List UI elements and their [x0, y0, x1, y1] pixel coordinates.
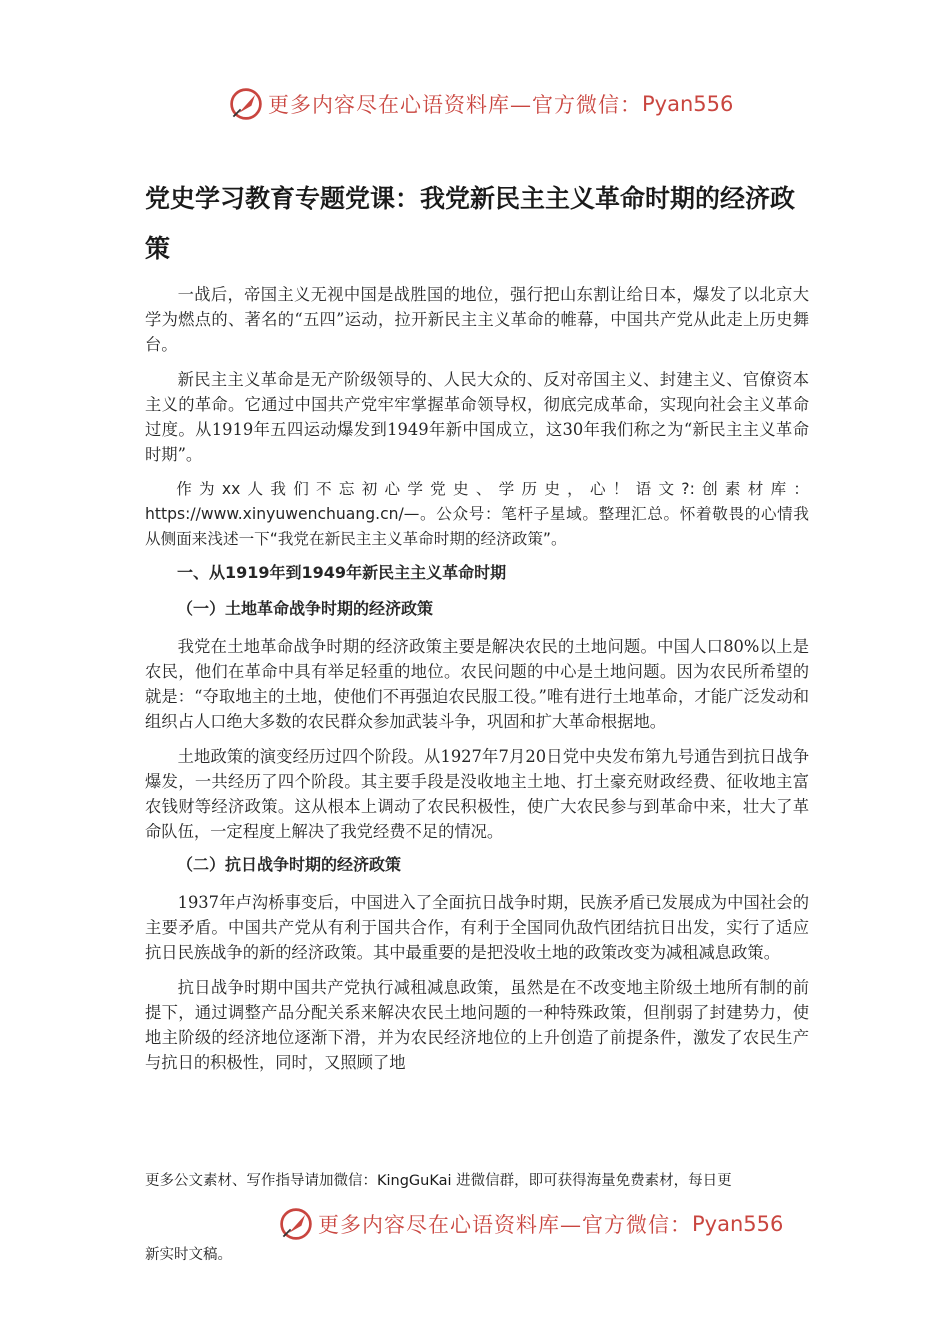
quill-logo-icon	[278, 1206, 314, 1242]
banner-handle: Pyan556	[692, 1212, 784, 1236]
paragraph: 新民主主义革命是无产阶级领导的、人民大众的、反对帝国主义、封建主义、官僚资本主义的革命。它通过中国共产党牢牢掌握革命领导权，彻底完成革命，实现向社会主义革命过度。从1919年五四运动爆发到1949年新中国成立，这30年我们称之为“新民主主义革命时期”。	[145, 370, 809, 464]
banner-handle: Pyan556	[642, 92, 734, 116]
section-heading: 一、从1919年到1949年新民主主义革命时期	[177, 563, 507, 582]
banner-text: 更多内容尽在心语资料库—官方微信：	[318, 1213, 692, 1237]
paragraph: 作为xx人我们不忘初心学党史、学历史，心！语文?:创素材库：https://www.xinyuwenchuang.cn/—。公众号：笔杆子星域。整理汇总。怀着敬畏的心情我从侧面来浅述一下“我党在新民主主义革命时期的经济政策”。	[145, 480, 809, 548]
paragraph: 一战后，帝国主义无视中国是战胜国的地位，强行把山东割让给日本，爆发了以北京大学为燃点的、著名的“五四”运动，拉开新民主主义革命的帷幕，中国共产党从此走上历史舞台。	[145, 285, 809, 354]
paragraph: 我党在土地革命战争时期的经济政策主要是解决农民的土地问题。中国人口80%以上是农民，他们在革命中具有举足轻重的地位。农民问题的中心是土地问题。因为农民所希望的就是：“夺取地主的土地，使他们不再强迫农民服工役。”唯有进行土地革命，才能广泛发动和组织占人口绝大多数的农民群众参加武装斗争，巩固和扩大革命根据地。	[145, 637, 809, 731]
quill-logo-icon	[228, 86, 264, 122]
subsection-heading: （一）土地革命战争时期的经济政策	[177, 599, 434, 618]
footer-banner	[278, 1206, 783, 1242]
banner-text: 更多内容尽在心语资料库—官方微信：	[268, 93, 642, 117]
paragraph: 抗日战争时期中国共产党执行减租减息政策，虽然是在不改变地主阶级土地所有制的前提下，通过调整产品分配关系来解决农民土地问题的一种特殊政策，但削弱了封建势力，使地主阶级的经济地位逐渐下滑，并为农民经济地位的上升创造了前提条件，激发了农民生产与抗日的积极性，同时，又照顾了地	[145, 978, 809, 1072]
document-body	[145, 282, 809, 1085]
subsection-heading: （二）抗日战争时期的经济政策	[177, 855, 402, 874]
header-banner	[228, 86, 733, 122]
document-title: 党史学习教育专题党课：我党新民主主义革命时期的经济政策	[145, 184, 796, 263]
footer-note-tail: 新实时文稿。	[145, 1247, 232, 1263]
paragraph: 土地政策的演变经历过四个阶段。从1927年7月20日党中央发布第九号通告到抗日战争爆发，一共经历了四个阶段。其主要手段是没收地主土地、打土豪充财政经费、征收地主富农钱财等经济政策。这从根本上调动了农民积极性，使广大农民参与到革命中来，壮大了革命队伍，一定程度上解决了我党经费不足的情况。	[145, 747, 809, 841]
paragraph: 1937年卢沟桥事变后，中国进入了全面抗日战争时期，民族矛盾已发展成为中国社会的主要矛盾。中国共产党从有利于国共合作，有利于全国同仇敌忾团结抗日出发，实行了适应抗日民族战争的新的经济政策。其中最重要的是把没收土地的政策改变为减租减息政策。	[145, 893, 809, 962]
footer-note: 更多公文素材、写作指导请加微信：KingGuKai 进微信群，即可获得海量免费素材，每日更	[145, 1173, 732, 1189]
